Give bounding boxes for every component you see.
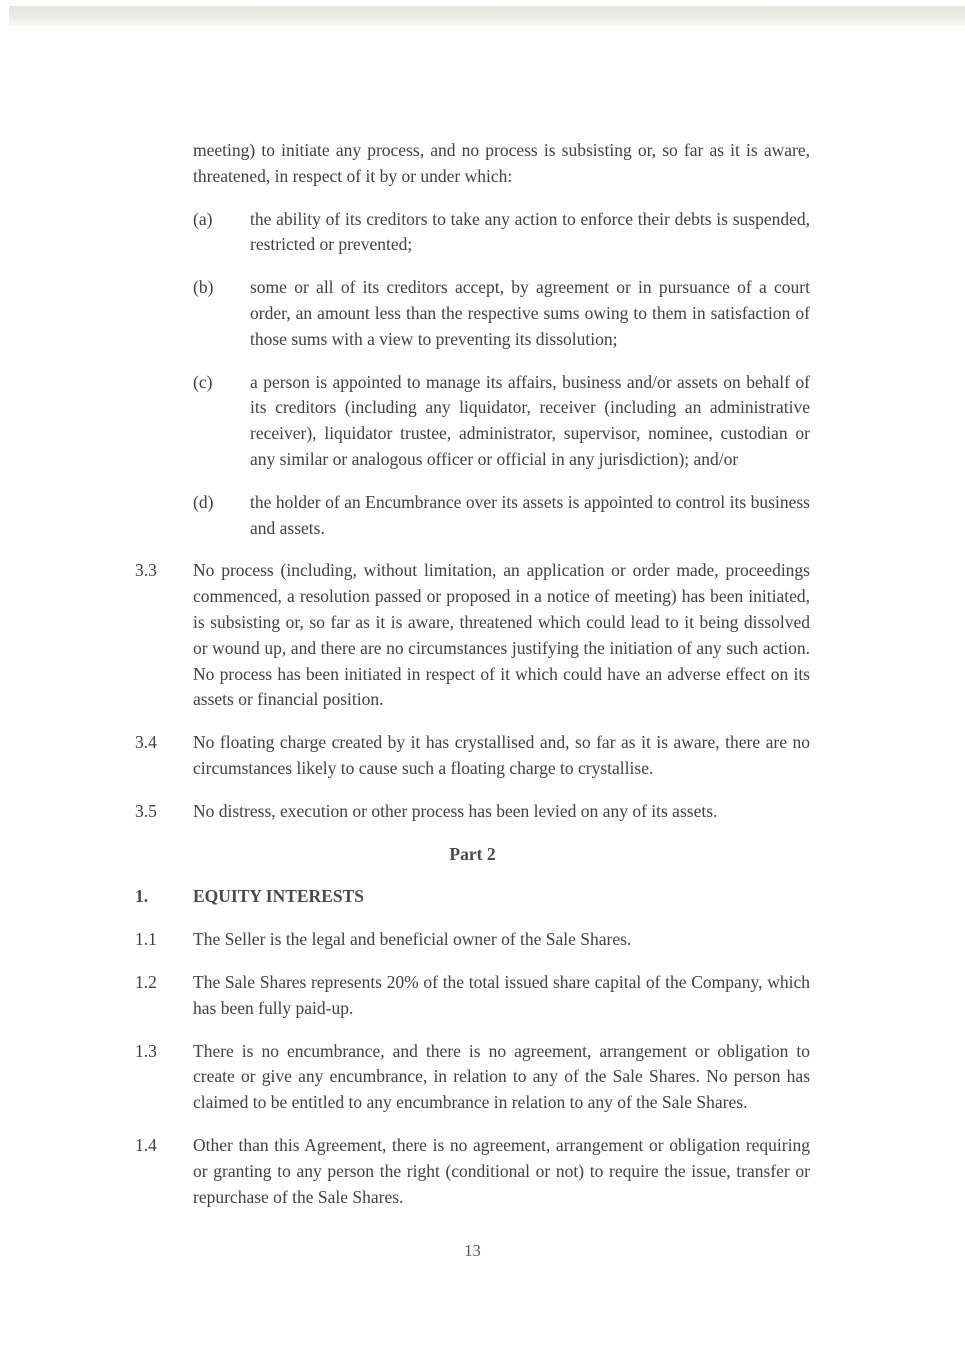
clause-text: No floating charge created by it has crystallised and, so far as it is aware, there are no circumstances likely to cause such a floating charge to crystallise. xyxy=(193,732,810,778)
list-item-b xyxy=(193,275,810,352)
list-item-a xyxy=(193,207,810,259)
scan-artifact-top-band xyxy=(9,6,965,21)
section-heading xyxy=(135,884,810,910)
list-item-c xyxy=(193,370,810,473)
clause-number: 3.5 xyxy=(135,800,157,821)
list-item-label: (a) xyxy=(193,208,213,229)
section-number: 1. xyxy=(135,886,149,907)
clause-text: The Sale Shares represents 20% of the total issued share capital of the Company, which has been fully paid-up. xyxy=(193,971,810,1018)
clause-3-5 xyxy=(135,799,810,825)
list-item-text: some or all of its creditors accept, by agreement or in pursuance of a court order, an amount less than the respective sums owing to them in satisfaction of those sums with a view to preventing its dissolution; xyxy=(250,277,810,349)
section-title: EQUITY INTERESTS xyxy=(193,886,365,907)
page-content xyxy=(135,138,810,1264)
clause-text: There is no encumbrance, and there is no agreement, arrangement or obligation to create or give any encumbrance, in relation to any of the Sale Shares. No person has claimed to be entitled to any encumbrance in relation to any of the Sale Shares. xyxy=(193,1040,810,1113)
list-item-d xyxy=(193,490,810,542)
list-item-text: the holder of an Encumbrance over its assets is appointed to control its business and assets. xyxy=(250,491,810,538)
clause-1-1 xyxy=(135,927,810,953)
clause-number: 1.3 xyxy=(135,1040,157,1061)
clause-number: 3.3 xyxy=(135,560,157,581)
clause-1-3 xyxy=(135,1039,810,1116)
scan-artifact-top-fade xyxy=(9,21,965,26)
clause-3-3 xyxy=(135,558,810,713)
clause-text: The Seller is the legal and beneficial owner of the Sale Shares. xyxy=(193,929,632,950)
clause-1-4 xyxy=(135,1133,810,1210)
clause-number: 1.4 xyxy=(135,1134,157,1155)
clause-text: No distress, execution or other process has been levied on any of its assets. xyxy=(193,800,718,821)
list-item-text: a person is appointed to manage its affairs, business and/or assets on behalf of its creditors (including any liquidator, receiver (including an administrative receiver), liquidator trustee, administrator, supervisor, nominee, custodian or any similar or analogous officer or official in any jurisdiction); and/or xyxy=(250,371,810,469)
part-heading: Part 2 xyxy=(449,843,496,864)
clause-number: 1.2 xyxy=(135,971,157,992)
clause-3-4 xyxy=(135,730,810,782)
clause-1-2 xyxy=(135,970,810,1022)
list-item-label: (b) xyxy=(193,277,214,298)
paragraph-continuation: meeting) to initiate any process, and no process is subsisting or, so far as it is aware, threatened, in respect of it by or under which: xyxy=(193,140,810,186)
list-item-label: (c) xyxy=(193,371,213,392)
clause-number: 1.1 xyxy=(135,929,157,950)
clause-text: No process (including, without limitation, an application or order made, proceedings commenced, a resolution passed or proposed in a notice of meeting) has been initiated, is subsisting or, so far as it is aware, threatened which could lead to it being dissolved or wound up, and there are no circumstances justifying the initiation of any such action. No process has been initiated in respect of it which could have an adverse effect on its assets or financial position. xyxy=(193,560,810,710)
list-item-label: (d) xyxy=(193,491,214,512)
list-item-text: the ability of its creditors to take any action to enforce their debts is suspended, restricted or prevented; xyxy=(250,208,810,255)
page-number: 13 xyxy=(464,1241,481,1261)
clause-text: Other than this Agreement, there is no agreement, arrangement or obligation requiring or granting to any person the right (conditional or not) to require the issue, transfer or repurchase of the Sale Shares. xyxy=(193,1134,810,1207)
clause-number: 3.4 xyxy=(135,732,157,753)
